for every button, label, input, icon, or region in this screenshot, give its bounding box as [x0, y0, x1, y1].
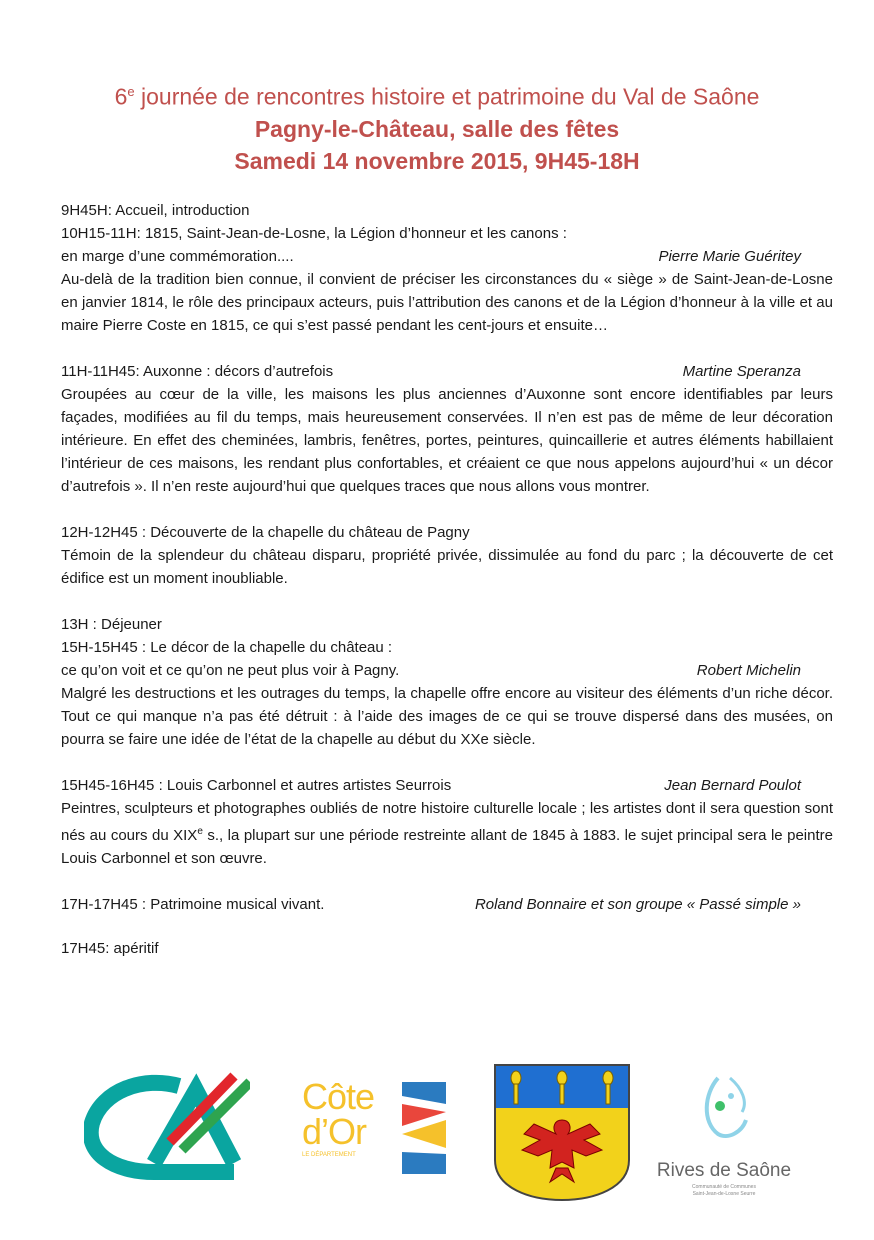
session-4: [61, 636, 833, 751]
session-5-title: 15H45-16H45 : Louis Carbonnel et autres artistes Seurrois: [61, 777, 452, 794]
sponsor-logos: [0, 1060, 874, 1210]
rives-name: Rives de Saône: [656, 1160, 792, 1181]
program-dejeuner: 13H : Déjeuner: [61, 616, 162, 633]
cote-dor-logo: [302, 1076, 452, 1180]
cote-dor-sub: LE DÉPARTEMENT: [302, 1152, 356, 1158]
rives-emblem-icon: [698, 1074, 750, 1140]
program-accueil: 9H45H: Accueil, introduction: [61, 202, 250, 219]
rives-sub-1: Communauté de Communes: [692, 1184, 756, 1190]
session-3-title: 12H-12H45 : Découverte de la chapelle du château de Pagny: [61, 524, 470, 541]
session-6-title: 17H-17H45 : Patrimoine musical vivant.: [61, 896, 325, 913]
session-3-description: Témoin de la splendeur du château disparu, propriété privée, dissimulée au fond du parc ; la découverte de cet édifice est un moment inoubliable.: [61, 547, 833, 587]
session-4-title-row: [61, 659, 833, 682]
session-6-speaker: Roland Bonnaire et son groupe « Passé simple »: [474, 896, 801, 913]
header-line-3: Samedi 14 novembre 2015, 9H45-18H: [234, 147, 640, 174]
cote-dor-stripes: [402, 1082, 446, 1174]
session-1: [61, 222, 833, 337]
session-5: [61, 774, 833, 870]
session-2-description: Groupées au cœur de la ville, les maisons les plus anciennes d’Auxonne sont encore identifiables par leurs façades, modifiées au fil du temps, mais heureusement conservées. Il n’en est pas de même de leur décoration intérieure. En effet des cheminées, lambris, fenêtres, portes, peintures, quincaillerie et autres éléments habillaient l’intérieur de ces maisons, les rendant plus confortables, et créaient ce que nous appelons aujourd’hui « un décor d’autrefois ». Il n’en reste aujourd’hui que quelques traces que nous allons vous montrer.: [61, 386, 833, 495]
session-3: [61, 521, 833, 590]
session-4-title-line-2: ce qu’on voit et ce qu’on ne peut plus voir à Pagny.: [61, 662, 400, 679]
coat-of-arms-logo: [494, 1064, 630, 1202]
session-1-speaker: Pierre Marie Guéritey: [658, 248, 801, 265]
session-2-speaker: Martine Speranza: [682, 363, 801, 380]
session-2-title-row: [61, 360, 833, 383]
rives-de-saone-logo: [652, 1074, 796, 1204]
header-line-2: Pagny-le-Château, salle des fêtes: [254, 115, 620, 142]
session-5-speaker: Jean Bernard Poulot: [664, 777, 801, 794]
session-2: [61, 360, 833, 498]
session-4-speaker: Robert Michelin: [696, 662, 801, 679]
session-1-description: Au-delà de la tradition bien connue, il convient de préciser les circonstances du « siège » de Saint-Jean-de-Losne en janvier 1814, le rôle des principaux acteurs, puis l’attribution des canons et de la Légion d’honneur à la ville et au maire Pierre Coste en 1815, ce qui s’est passé pendant les cent-jours et ensuite…: [61, 271, 833, 334]
program-aperitif: 17H45: apéritif: [61, 940, 159, 957]
rives-sub-2: Saint-Jean-de-Losne Seurre: [692, 1191, 756, 1197]
program: [61, 199, 833, 960]
header-line-1: 6e journée de rencontres histoire et patrimoine du Val de Saône: [114, 83, 760, 110]
session-6-title-row: [61, 893, 833, 916]
credit-agricole-logo: [84, 1068, 250, 1188]
session-2-title: 11H-11H45: Auxonne : décors d’autrefois: [61, 363, 334, 380]
event-header: [0, 76, 874, 177]
session-1-title-row: [61, 245, 833, 268]
session-4-title-line-1: 15H-15H45 : Le décor de la chapelle du château :: [61, 639, 393, 656]
cote-dor-line-1: Côte: [302, 1076, 375, 1117]
cote-dor-line-2: d’Or: [302, 1111, 367, 1152]
session-5-description: Peintres, sculpteurs et photographes oubliés de notre histoire culturelle locale ; les artistes dont il sera question sont nés au cours du XIXe s., la plupart sur une période restreinte allant de 1845 à 1883. le sujet principal sera le peintre Louis Carbonnel et son œuvre.: [61, 800, 833, 867]
session-1-title-line-1: 10H15-11H: 1815, Saint-Jean-de-Losne, la Légion d’honneur et les canons :: [61, 225, 567, 242]
session-1-title-line-2: en marge d’une commémoration....: [61, 248, 294, 265]
session-6: [61, 893, 833, 916]
session-5-title-row: [61, 774, 833, 797]
session-4-description: Malgré les destructions et les outrages du temps, la chapelle offre encore au visiteur des éléments d’un riche décor. Tout ce qui manque n’a pas été détruit : à l’aide des images de ce qui se trouve dispersé dans des musées, on pourra se faire une idée de l’état de la chapelle au début du XXe siècle.: [61, 685, 833, 748]
